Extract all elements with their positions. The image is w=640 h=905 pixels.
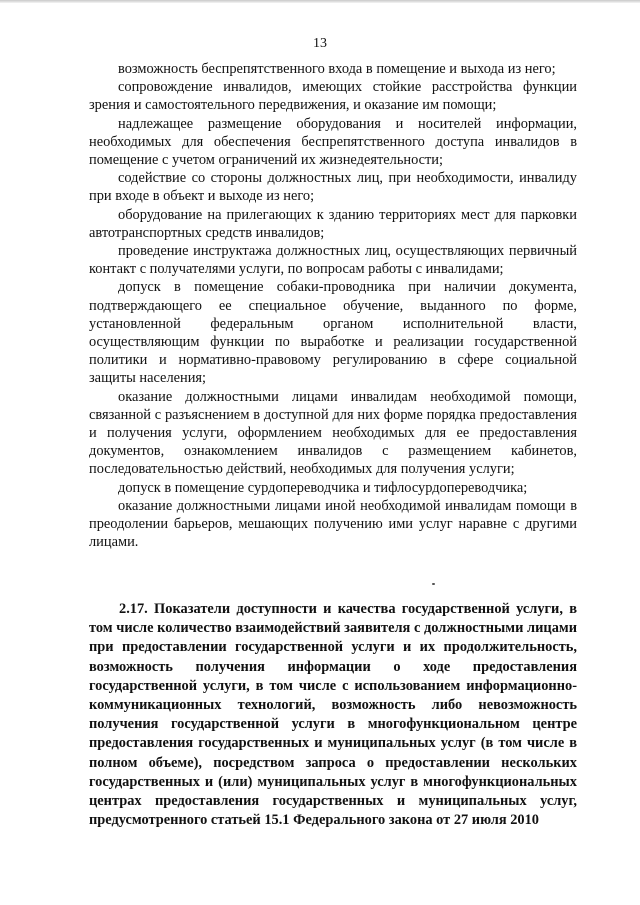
paragraph: надлежащее размещение оборудования и носителей информации, необходимых для обеспечения беспрепятственного доступа инвалидов в помещение с учетом ограничений их жизнедеятельности;: [89, 115, 577, 169]
paragraph: допуск в помещение сурдопереводчика и тифлосурдопереводчика;: [118, 479, 528, 496]
section-2-17: [89, 600, 577, 830]
paragraph: сопровождение инвалидов, имеющих стойкие расстройства функции зрения и самостоятельного передвижения, и оказание им помощи;: [89, 79, 577, 114]
paragraph: допуск в помещение собаки-проводника при наличии документа, подтверждающего ее специальное обучение, выданного по форме, установленной федеральным органом исполнительной власти, осуществляющим функции по выработке и реализации государственной политики и нормативно-правовому регулированию в сфере социальной защиты населения;: [89, 279, 577, 387]
paragraph: оказание должностными лицами иной необходимой инвалидам помощи в преодолении барьеров, мешающих получению ими услуг наравне с другими лицами.: [89, 497, 577, 551]
paragraph: оказание должностными лицами инвалидам необходимой помощи, связанной с разъяснением в доступной для них форме порядка предоставления и получения услуги, оформлением необходимых для ее предоставления документов, ознакомлением инвалидов с размещением кабинетов, последовательностью действий, необходимых для получения услуги;: [89, 388, 577, 478]
section-heading-paragraph: 2.17. Показатели доступности и качества государственной услуги, в том числе количество взаимодействий заявителя с должностными лицами при предоставлении государственной услуги и их продолжительность, возможность получения информации о ходе предоставления государственной услуги, в том числе с использованием информационно-коммуникационных технологий, возможность либо невозможность получения государственной услуги в многофункциональном центре предоставления государственных и муниципальных услуг (в том числе в полном объеме), посредством запроса о предоставлении нескольких государственных и (или) муниципальных услуг в многофункциональных центрах предоставления государственных и муниципальных услуг, предусмотренного статьей 15.1 Федерального закона от 27 июля 2010: [89, 601, 577, 829]
paragraph: проведение инструктажа должностных лиц, осуществляющих первичный контакт с получателями услуги, по вопросам работы с инвалидами;: [89, 243, 577, 278]
paragraph: возможность беспрепятственного входа в помещение и выхода из него;: [118, 61, 556, 77]
page-number: 13: [313, 36, 327, 51]
paragraph: оборудование на прилегающих к зданию территориях мест для парковки автотранспортных средств инвалидов;: [89, 206, 577, 241]
scan-edge: [0, 0, 640, 3]
paragraph: содействие со стороны должностных лиц, при необходимости, инвалиду при входе в объект и выходе из него;: [89, 170, 577, 205]
body-text: [89, 60, 577, 551]
scan-speck: [432, 583, 435, 585]
